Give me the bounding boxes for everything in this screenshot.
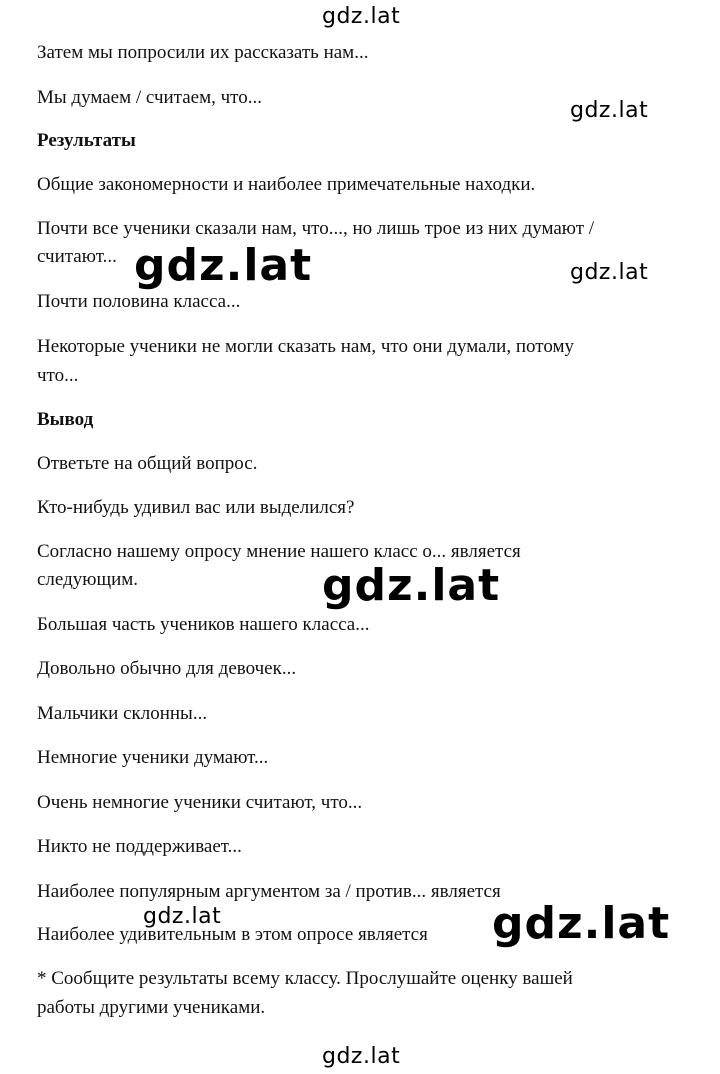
text-line: * Сообщите результаты всему классу. Прослушайте оценку вашей — [37, 968, 573, 989]
section-heading-results: Результаты — [37, 130, 136, 151]
text-line: Почти половина класса... — [37, 291, 241, 312]
watermark-bottom: gdz.lat — [322, 1044, 401, 1069]
watermark-big-3: gdz.lat — [492, 898, 671, 949]
watermark-right-1: gdz.lat — [570, 98, 649, 123]
text-line: Ответьте на общий вопрос. — [37, 453, 258, 474]
text-line: Большая часть учеников нашего класса... — [37, 614, 370, 635]
text-line: Очень немногие ученики считают, что... — [37, 792, 363, 813]
watermark-big-2: gdz.lat — [322, 560, 501, 611]
text-line: Некоторые ученики не могли сказать нам, что они думали, потому — [37, 336, 574, 357]
watermark-top: gdz.lat — [322, 4, 401, 29]
text-line: Затем мы попросили их рассказать нам... — [37, 42, 369, 63]
watermark-small-bottom-left: gdz.lat — [143, 904, 222, 929]
text-line: Общие закономерности и наиболее примечательные находки. — [37, 174, 536, 195]
text-line: Почти все ученики сказали нам, что..., но лишь трое из них думают / — [37, 218, 595, 239]
text-line: Наиболее популярным аргументом за / против... является — [37, 881, 501, 902]
watermark-big-1: gdz.lat — [134, 240, 313, 291]
text-line: Довольно обычно для девочек... — [37, 658, 297, 679]
text-line: Согласно нашему опросу мнение нашего класс о... является — [37, 541, 521, 562]
section-heading-conclusion: Вывод — [37, 409, 94, 430]
watermark-right-2: gdz.lat — [570, 260, 649, 285]
text-line: Немногие ученики думают... — [37, 747, 269, 768]
text-line: Кто-нибудь удивил вас или выделился? — [37, 497, 355, 518]
text-line: Мальчики склонны... — [37, 703, 208, 724]
text-line: что... — [37, 365, 79, 386]
text-line: считают... — [37, 246, 117, 267]
text-line: Никто не поддерживает... — [37, 836, 242, 857]
text-line: Наиболее удивительным в этом опросе является — [37, 924, 428, 945]
text-line: работы другими учениками. — [37, 997, 266, 1018]
text-line: Мы думаем / считаем, что... — [37, 87, 262, 108]
text-line: следующим. — [37, 569, 139, 590]
